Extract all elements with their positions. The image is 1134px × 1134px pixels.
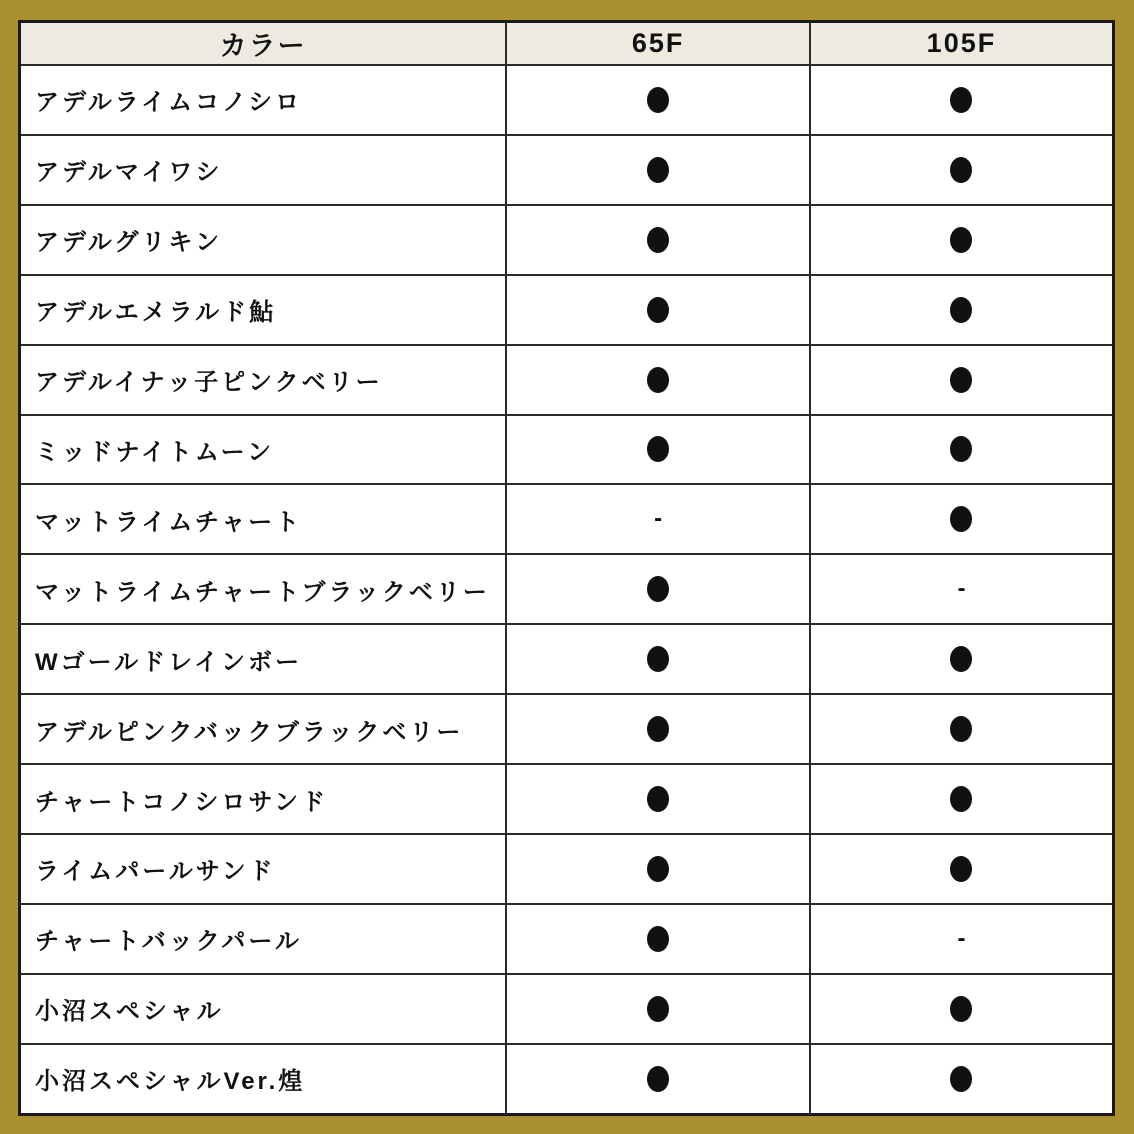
availability-dot-icon [647,367,669,393]
availability-dot-icon [647,716,669,742]
color-name-cell: アデルグリキン [20,205,507,275]
availability-dot-icon [950,506,972,532]
table-row [20,554,1114,624]
availability-dot-icon [950,786,972,812]
table-row [20,135,1114,205]
table-row [20,624,1114,694]
availability-cell [506,624,810,694]
table-header [20,22,1114,66]
table-row [20,974,1114,1044]
color-name-cell: マットライムチャート [20,484,507,554]
column-header-color: カラー [20,22,507,66]
availability-cell [506,345,810,415]
table-row [20,345,1114,415]
availability-dot-icon [647,297,669,323]
table-row [20,415,1114,485]
availability-dot-icon [950,157,972,183]
column-header-65f: 65F [506,22,810,66]
availability-dash: - [654,505,663,533]
availability-dot-icon [950,297,972,323]
availability-cell [506,1044,810,1115]
availability-dot-icon [647,996,669,1022]
color-name-cell: ミッドナイトムーン [20,415,507,485]
color-availability-table [18,20,1115,1116]
table-row [20,205,1114,275]
color-name-cell: マットライムチャートブラックベリー [20,554,507,624]
availability-cell [506,694,810,764]
availability-dot-icon [950,436,972,462]
availability-dot-icon [647,926,669,952]
availability-cell [810,135,1114,205]
availability-dot-icon [647,436,669,462]
table-row [20,904,1114,974]
availability-cell [810,65,1114,135]
availability-dot-icon [950,227,972,253]
availability-cell [810,345,1114,415]
color-name-cell: アデルピンクバックブラックベリー [20,694,507,764]
availability-cell [506,484,810,554]
color-name-cell: アデルエメラルド鮎 [20,275,507,345]
availability-cell [810,694,1114,764]
availability-cell [506,135,810,205]
availability-dot-icon [647,646,669,672]
color-name-cell: チャートバックパール [20,904,507,974]
table-row [20,1044,1114,1115]
availability-dot-icon [647,157,669,183]
availability-dot-icon [647,1066,669,1092]
availability-cell [506,974,810,1044]
availability-dot-icon [647,856,669,882]
availability-cell [506,834,810,904]
color-name-cell: アデルライムコノシロ [20,65,507,135]
color-name-cell: チャートコノシロサンド [20,764,507,834]
availability-cell [506,554,810,624]
availability-dash: - [957,575,966,603]
color-name-cell: 小沼スペシャルVer.煌 [20,1044,507,1115]
availability-dot-icon [647,87,669,113]
availability-dot-icon [647,227,669,253]
table-row [20,834,1114,904]
availability-cell [810,764,1114,834]
availability-dot-icon [647,786,669,812]
availability-cell [810,834,1114,904]
availability-cell [506,415,810,485]
availability-cell [506,904,810,974]
color-name-cell: 小沼スペシャル [20,974,507,1044]
availability-dot-icon [950,716,972,742]
table-row [20,275,1114,345]
availability-cell [810,974,1114,1044]
availability-dot-icon [950,367,972,393]
color-name-cell: Wゴールドレインボー [20,624,507,694]
availability-cell [506,205,810,275]
availability-cell [810,904,1114,974]
availability-cell [810,554,1114,624]
column-header-105f: 105F [810,22,1114,66]
availability-cell [506,764,810,834]
table-row [20,764,1114,834]
availability-dash: - [957,924,966,952]
availability-dot-icon [647,576,669,602]
availability-cell [810,484,1114,554]
availability-cell [810,275,1114,345]
color-name-cell: アデルマイワシ [20,135,507,205]
availability-cell [810,624,1114,694]
table-row [20,65,1114,135]
availability-dot-icon [950,856,972,882]
availability-dot-icon [950,646,972,672]
table-body [20,65,1114,1115]
header-row [20,22,1114,66]
availability-cell [810,205,1114,275]
table-row [20,694,1114,764]
availability-dot-icon [950,87,972,113]
availability-cell [506,275,810,345]
table-row [20,484,1114,554]
color-name-cell: ライムパールサンド [20,834,507,904]
availability-cell [810,415,1114,485]
availability-cell [506,65,810,135]
availability-cell [810,1044,1114,1115]
availability-dot-icon [950,996,972,1022]
availability-dot-icon [950,1066,972,1092]
color-name-cell: アデルイナッ子ピンクベリー [20,345,507,415]
